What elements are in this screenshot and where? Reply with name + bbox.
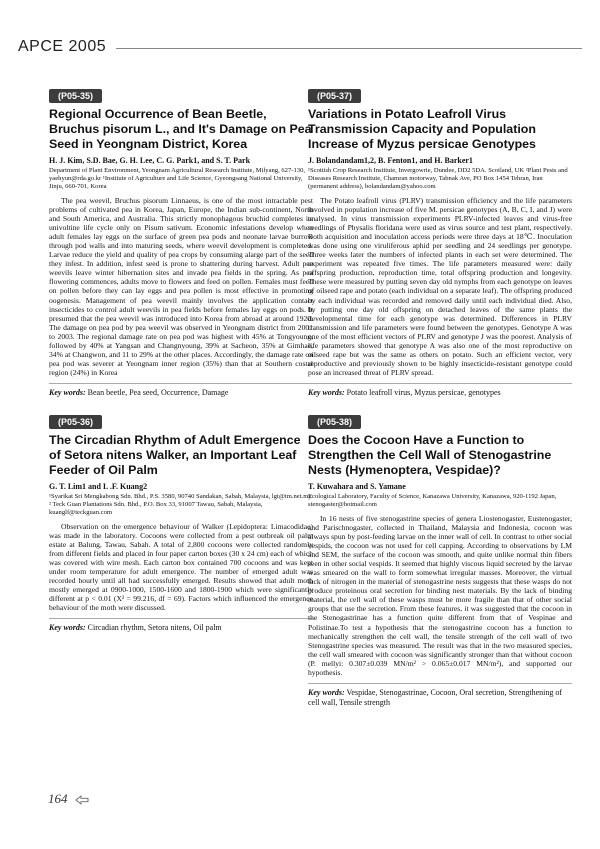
article-title: Regional Occurrence of Bean Beetle, Bruchus pisorum L., and It's Damage on Pea Seed in Yeongnam District, Korea [49, 107, 312, 151]
header-rule [116, 48, 582, 49]
arrow-left-icon [75, 795, 89, 805]
article-id-badge: (P05-37) [308, 89, 361, 103]
page-number: 164 [48, 791, 68, 806]
article-abstract: Observation on the emergence behaviour of Walker (Lepidoptera: Limacodidae) was made in the laboratory. Cocoons were collected from a pest outbreak oil palm estate at Balung, Tawau, Sabah. A total of 2,800 cocoons were collected randomly from different fields and placed in four paper carton boxes (30 x 24 cm) each of which was covered with wire mesh. Each carton box contained 700 cocoons and was kept under room temperature for adult emergence. The number of emerged adult was recorded hourly until all had successfully emerged. Results showed that adult moth mostly emerged at 0900-1000, 1500-1600 and 1800-1900 which were significantly different at p < 0.01 (X² = 99.216, df = 69). Factors which influenced the emergence behaviour of the moth were discussed. [49, 521, 313, 613]
keywords-text: Bean beetle, Pea seed, Occurrence, Damage [87, 387, 229, 397]
keywords-block [308, 683, 572, 708]
keywords-text: Potato leafroll virus, Myzus persicae, genotypes [346, 387, 501, 397]
article-affiliation: ¹Syarikat Sri Mengkabong Sdn. Bhd., P.S. 3580, 90740 Sandakan, Sabah, Malaysia, lgt@tm.net.my ² Teck Guan Plantations Sdn. Bhd., P.O. Box 33, 91007 Tawau, Sabah, Malaysia, kuanglf@teckguan.com [49, 492, 312, 516]
article-p05-35 [49, 86, 313, 398]
article-title: Does the Cocoon Have a Function to Strengthen the Cell Wall of Stenogastrine Nests (Hymenoptera, Vespidae)? [308, 432, 552, 477]
conference-title: APCE 2005 [18, 38, 107, 55]
article-abstract: The pea weevil, Bruchus pisorum Linnaeus, is one of the most intractable pest problems of cultivated pea in Korea, Japan, Europe, the Indian sub-continent, North and South America, and Australia. This strictly monophagous bruchid completes its univoltine life cycle only on Pisum sativum. Economic infestations develop when adult females lay eggs on the surface of green pea pods and neonate larvae burrow through pod walls and into maturing seeds, where weevil development is completed. Larvae reduce the yield and quality of pea crops by consuming alarge part of the seed they infest. In addition, infest seed is prone to shattering during harvest. Adult pea weevils leave winter hibernation sites and invade pea fields in the spring. As pea flowering commences, adults move to flowers and feed on pollen. Females must feed on pollen before they can lay eggs and pea pollen is most effective in promoting oogenesis. Management of pea weevil mainly involves the application contact insecticides to control adult weevils in pea fields before females lay eggs on pods. It presumed that the pea weevil was introduced into Korea from abroad at around 1920. The damage on pea pod by pea weevil was observed in Yeongnam district from 2001 to 2003. The regional damage rate on pea pod was highest with 45% at Tongyoung, followed by 40% at Yangsan and Changnyoung, 39% at Sacheon, 35% at Gimhae, 34% at Changwon, and 11 to 29% at the other places. Accordingly, the damage rate on pea pod was severer at Yeongnam inner region (35%) than that at Southern costal region (24%) in Korea [49, 196, 313, 377]
keywords-label: Key words: [49, 623, 86, 633]
keywords-block [308, 383, 572, 398]
article-p05-38 [308, 412, 572, 708]
keywords-label: Key words: [308, 687, 345, 697]
article-affiliation: Ecological Laboratory, Faculty of Science, Kanazawa University, Kanazawa, 920-1192 Japan, stenogaster@hotmail.com [308, 492, 557, 508]
page-header [18, 38, 582, 64]
left-column [49, 86, 313, 641]
article-id-badge: (P05-36) [49, 415, 102, 429]
article-abstract: In 16 nests of five stenogastrine species of genera Liostenogaster, Eustenogaster, and Parischnogaster, collected in Thailand, Malaysia and Indonesia, cocoon was always spun by post-feeding larvae on the inner wall of cell. In contrast to other social vespids, the cocoon was not used for cell capping. According to observations by LM and SEM, the surface of the cocoon was smooth, and quite unlike normal thin fibers seen in other social vespids. It seemed that highly viscous liquid secreted by the larvae was smeared on the wall to form somewhat irregular masses. Moreover, the virtual lack of nitrogen in the material of stenogastrine nests suggests that these wasps do not produce proteinous oral secretion for binding nest materials. By the lack of binding material, the cell wall of these wasps must be more fragile than that of other social groups that use the secretion. From these features, it was suggested that the cocoon in the Stenogastrinae has a function quite different from that of Vespinae and Polistinae.To test a hypothesis that the stenogastrine cocoon has a function to mechanically strengthen the cell wall, the tensile strength of the cell wall of two Stenogastrine species was measured. The result was that in the two measured species, the cell wall smeared with cocoon was significantly stronger than that without cocoon (P. mellyi: 0.307±0.039 MN/m² > 0.065±0.017 MN/m²), and supported our hypothesis. [308, 513, 572, 677]
article-title: The Circadian Rhythm of Adult Emergence of Setora nitens Walker, an Important Leaf Feeder of Oil Palm [49, 432, 301, 477]
keywords-text: Circadian rhythm, Setora nitens, Oil palm [87, 623, 222, 633]
article-id-badge: (P05-35) [49, 89, 102, 103]
article-affiliation: Department of Plant Environment, Yeongnam Agricultural Research Institute, Milyang, 627-130, yaehyun@rda.go.kr ¹Institute of Agriculture and Life Science, Gyeongsang National University, Jinju, 660-701, Korea [49, 167, 306, 190]
keywords-label: Key words: [308, 387, 345, 397]
article-p05-36 [49, 412, 313, 633]
keywords-label: Key words: [49, 387, 86, 397]
article-title: Variations in Potato Leafroll Virus Transmission Capacity and Population Increase of Myzus persicae Genotypes [308, 107, 536, 151]
article-p05-37 [308, 86, 572, 398]
article-authors: T. Kuwahara and S. Yamane [308, 481, 406, 491]
article-authors: H. J. Kim, S.D. Bae, G. H. Lee, C. G. Park1, and S. T. Park [49, 156, 251, 165]
right-column [308, 86, 572, 716]
keywords-text: Vespidae, Stenogastrinae, Cocoon, Oral secretion, Strengthening of cell wall, Tensile strength [308, 687, 563, 707]
article-authors: J. Bolandandam1,2, B. Fenton1, and H. Barker1 [308, 156, 473, 165]
keywords-block [49, 383, 313, 398]
article-id-badge: (P05-38) [308, 415, 361, 429]
article-abstract: The Potato leafroll virus (PLRV) transmission efficiency and the life parameters involved in population increase of five M. persicae genotypes (A, B, C, I, and J) were analysed. In virus transmission experiments PLRV-infected leaves and virus-free seedlings of Physalis floridana were used as virus source and test plant, respectively. Both acquisition and inoculation access periods were three days at 18℃. Inoculation was done using one viruliferous aphid per seedling and 24 seedlings per genotype. Three weeks later the numbers of infected plants in each set were determined. The experiment was repeated five times. The life parameters measured were: daily offspring production, reproduction time, total offspring production and longevity. These were measured by putting seven day old nymphs from each genotype on leaves of oilseed rape and potato (each individual on a separate leaf). The offspring produced by each individual was recorded and removed daily until each individual died. Also, by putting one day old offspring on detached leaves of the same plants the developmental time for each genotype was determined. Differences in PLRV transmission and life parameters were found between the genotypes. Genotype A was one of the most efficient vectors of PLRV and genotype J was the poorest. Analysis of life parameters showed that genotype A was also one of the most reproductive on oilseed rape but was the same as others on potato. Such an efficient vector, very reproductive and previously shown to be highly insecticide-resistant genotype could pose an increased threat of PLRV spread. [308, 196, 572, 377]
page-footer [48, 791, 89, 807]
keywords-block [49, 618, 313, 633]
article-affiliation: ¹Scottish Crop Research Institute, Invergowrie, Dundee, DD2 5DA. Scotland, UK ²Plant Pests and Diseases Research Institute, Chamran motorway, Tabnak Ave, PO Box 1454 Tehran, Iran (permanent address), bolandandam@yahoo.com [308, 167, 568, 190]
article-authors: G. T. Lim1 and L .F. Kuang2 [49, 481, 148, 491]
